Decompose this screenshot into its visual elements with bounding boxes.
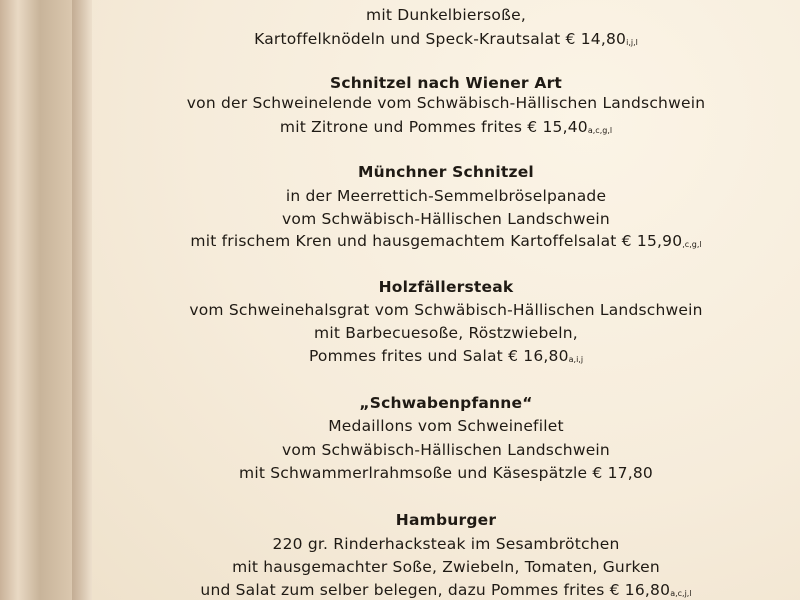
dish-title: Holzfällersteak [378, 278, 514, 296]
dish-line: vom Schwäbisch-Hällischen Landschwein [282, 441, 610, 459]
dish-line: vom Schwäbisch-Hällischen Landschwein [282, 210, 610, 228]
dish-line: Pommes frites und Salat € 16,80a,i,j [308, 347, 584, 365]
dish-title: Hamburger [395, 511, 497, 529]
dish-line: und Salat zum selber belegen, dazu Pommes frites € 16,80a,c,j,l [200, 581, 692, 599]
menu-page [92, 0, 800, 600]
plastic-sleeve-edge [72, 0, 94, 600]
dish-line: mit Dunkelbiersoße, [366, 6, 526, 24]
dish-line: vom Schweinehalsgrat vom Schwäbisch-Hällischen Landschwein [189, 301, 703, 319]
dish-line: in der Meerrettich-Semmelbröselpanade [285, 187, 607, 205]
dish-title: Münchner Schnitzel [358, 163, 534, 181]
dish-line: mit hausgemachter Soße, Zwiebeln, Tomaten, Gurken [232, 558, 660, 576]
dish-line: mit frischem Kren und hausgemachtem Kartoffelsalat € 15,90,c,g,l [190, 232, 702, 250]
dish-title: Schnitzel nach Wiener Art [329, 74, 563, 92]
dish-line: 220 gr. Rinderhacksteak im Sesambrötchen [272, 535, 620, 553]
dish-line: Medaillons vom Schweinefilet [328, 417, 564, 435]
dish-line: von der Schweinelende vom Schwäbisch-Hällischen Landschwein [186, 94, 706, 112]
dish-line: Kartoffelknödeln und Speck-Krautsalat € 14,80i,j,l [254, 30, 638, 48]
dish-line: mit Barbecuesoße, Röstzwiebeln, [314, 324, 578, 342]
dish-title: „Schwabenpfanne“ [359, 394, 533, 412]
dish-line: mit Schwammerlrahmsoße und Käsespätzle € 17,80 [239, 464, 653, 482]
dish-line: mit Zitrone und Pommes frites € 15,40a,c,g,l [279, 118, 613, 136]
